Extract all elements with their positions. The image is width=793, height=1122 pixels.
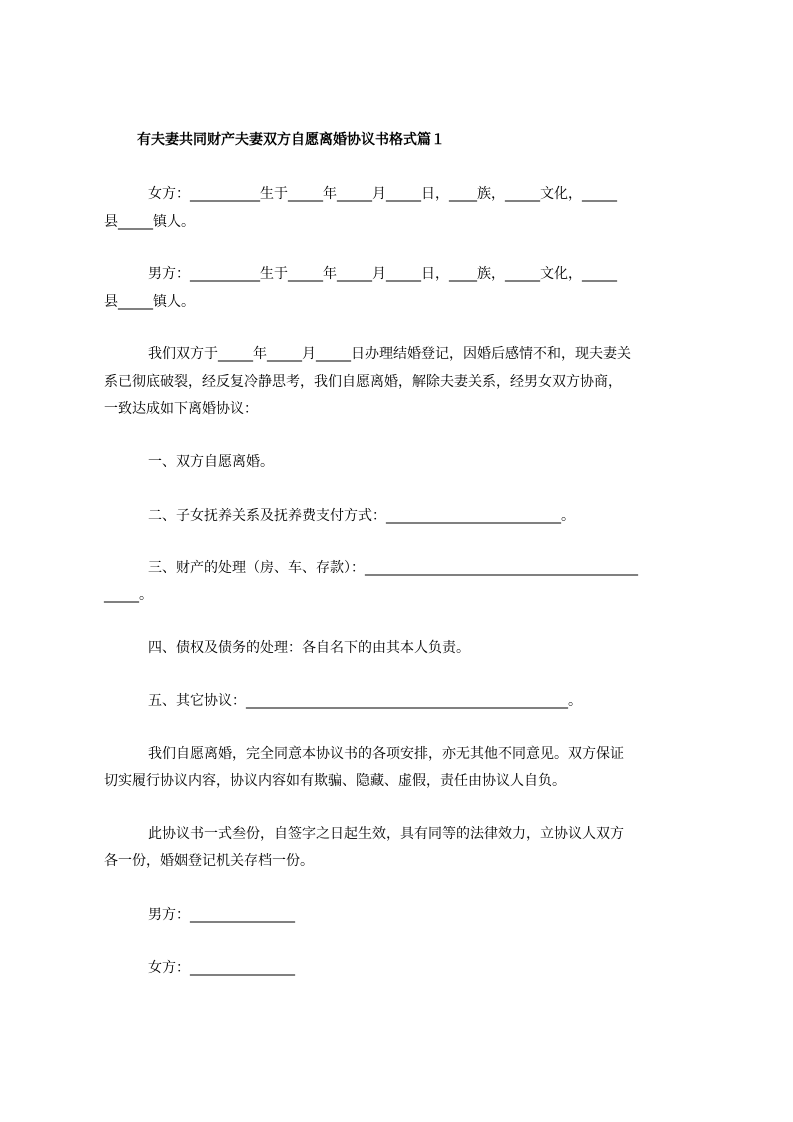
clause-5: 五、其它协议：______________________________________________。	[148, 693, 582, 709]
clause-4: 四、债权及债务的处理：各自名下的由其本人负责。	[148, 640, 470, 656]
clause-3-line-2: _____。	[104, 587, 153, 603]
intro-line-2: 系已彻底破裂，经反复冷静思考，我们自愿离婚，解除夫妻关系，经男女双方协商，	[104, 374, 622, 390]
female-party-line-1: 女方：__________生于_____年_____月_____日，____族，_____文化，_____	[148, 186, 617, 202]
intro-line-3: 一致达成如下离婚协议：	[104, 401, 258, 417]
clause-2: 二、子女抚养关系及抚养费支付方式：_________________________。	[148, 508, 575, 524]
effect-line-2: 各一份，婚姻登记机关存档一份。	[104, 853, 314, 869]
female-signature-line: 女方：_______________	[148, 960, 295, 976]
intro-line-1: 我们双方于_____年_____月_____日办理结婚登记，因婚后感情不和，现夫妻关	[148, 346, 631, 362]
document-title: 有夫妻共同财产夫妻双方自愿离婚协议书格式篇１	[137, 132, 445, 148]
female-party-line-2: 县_____镇人。	[104, 214, 195, 230]
male-signature-line: 男方：_______________	[148, 907, 295, 923]
effect-line-1: 此协议书一式叁份，自签字之日起生效，具有同等的法律效力，立协议人双方	[148, 826, 624, 842]
male-party-line-1: 男方：__________生于_____年_____月_____日，____族，_____文化，_____	[148, 266, 617, 282]
statement-line-1: 我们自愿离婚，完全同意本协议书的各项安排，亦无其他不同意见。双方保证	[148, 746, 624, 762]
statement-line-2: 切实履行协议内容，协议内容如有欺骗、隐藏、虚假，责任由协议人自负。	[104, 773, 566, 789]
clause-3-line-1: 三、财产的处理（房、车、存款）：_______________________________________	[148, 560, 638, 576]
male-party-line-2: 县_____镇人。	[104, 294, 195, 310]
clause-1: 一、双方自愿离婚。	[148, 454, 274, 470]
